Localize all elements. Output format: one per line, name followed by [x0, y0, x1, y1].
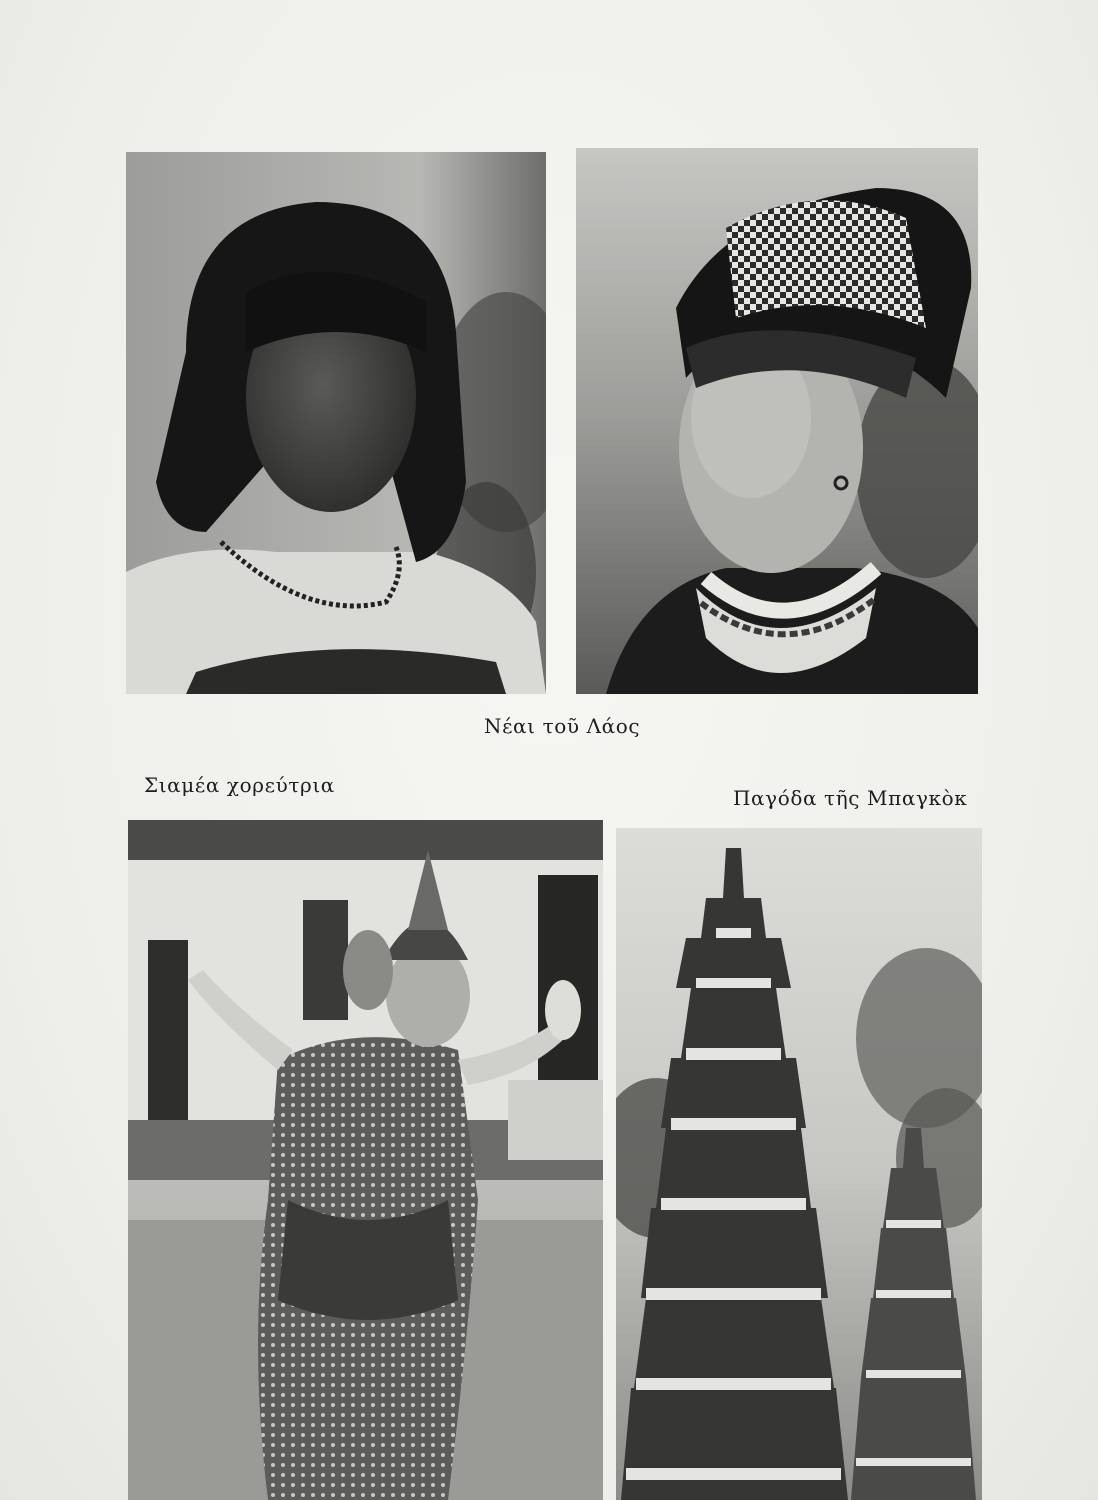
caption-bangkok-pagoda: Παγόδα τῆς Μπαγκὸκ [733, 786, 968, 810]
photo-young-woman-headwrap [576, 148, 978, 694]
caption-young-women-of-laos: Νέαι τοῦ Λάος [484, 714, 641, 738]
caption-siamese-dancer: Σιαμέα χορεύτρια [144, 773, 335, 797]
photo-bangkok-pagoda [616, 828, 982, 1500]
photo-siamese-dancer [128, 820, 603, 1500]
photo-young-woman-long-hair [126, 152, 546, 694]
